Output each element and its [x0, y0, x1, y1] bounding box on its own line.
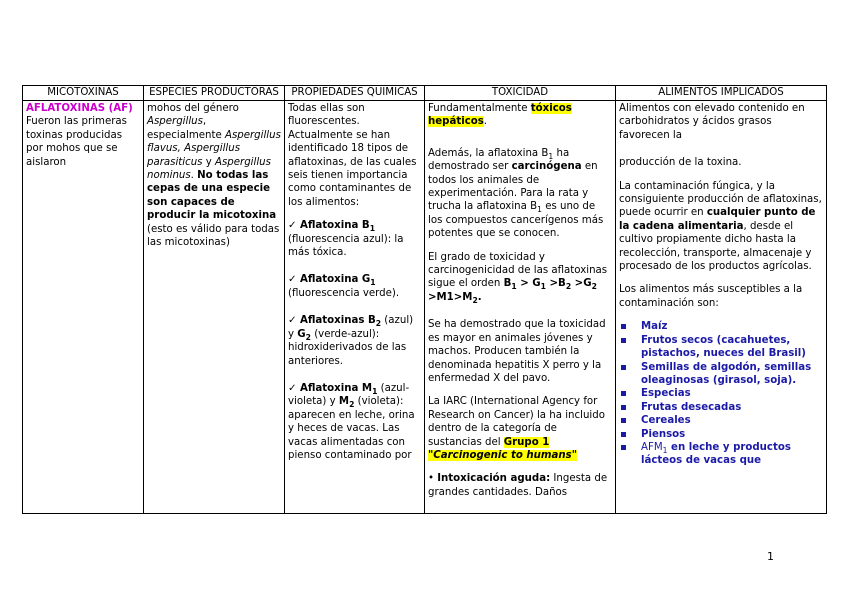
- cell-toxicidad: [425, 101, 616, 514]
- subscript: 1: [662, 445, 668, 455]
- b2g2-description: (verde-azul): hidroxiderivados de las anteriores.: [288, 328, 407, 367]
- toxicidad-p5: [428, 395, 612, 462]
- bullet-icon: [621, 365, 626, 370]
- text: , desde el cultivo propiamente dicho hasta la recolección, transporte, almacenaje y procesado de los productos agrícolas.: [619, 220, 812, 273]
- especies-text: (esto es válido para todas las micotoxinas): [147, 223, 280, 249]
- especies-text: y: [202, 156, 215, 168]
- list-item: [621, 401, 823, 414]
- foods-list: [619, 320, 823, 467]
- header-row: [23, 86, 827, 101]
- food-label: Frutos secos (cacahuetes, pistachos, nueces del Brasil): [641, 334, 806, 360]
- highlight-toxicos: tóxicos hepáticos: [428, 103, 572, 128]
- b2-name: Aflatoxinas B: [300, 315, 376, 327]
- food-label: Especias: [641, 388, 691, 400]
- bullet-icon: [621, 405, 626, 410]
- food-label: Frutas desecadas: [641, 401, 742, 413]
- subscript: 2: [472, 295, 478, 305]
- subscript: 1: [511, 282, 517, 292]
- list-item: [621, 320, 823, 333]
- check-icon: ✓: [288, 315, 297, 327]
- b1-sub: 1: [369, 224, 375, 234]
- b2-sub: 2: [375, 319, 382, 329]
- food-label: AFM: [641, 441, 663, 453]
- toxicidad-p6: [428, 472, 612, 499]
- check-icon: ✓: [288, 274, 297, 286]
- text: en todos los animales de experimentación. Para la rata y trucha la aflatoxina B: [428, 161, 598, 213]
- text: La IARC (International Agency for Research on Cancer) la ha incluido dentro de la categoría de sustancias del: [428, 396, 605, 448]
- aflatoxinas-title: AFLATOXINAS (AF): [26, 103, 133, 114]
- b1-description: (fluorescencia azul): la más tóxica.: [288, 233, 404, 259]
- g1-description: (fluorescencia verde).: [288, 287, 400, 299]
- aflatoxinas-description: Fueron las primeras toxinas producidas por mohos que se aislaron: [26, 116, 127, 168]
- highlight-grupo1: Grupo 1: [503, 436, 550, 448]
- subscript: 1: [548, 151, 554, 161]
- m-description: (violeta): aparecen en leche, orina y heces de vacas. Las vacas alimentadas con pienso contaminado por: [288, 396, 415, 461]
- list-item: [621, 441, 823, 468]
- bold-text: cualquier punto de la cadena alimentaria: [619, 207, 816, 232]
- toxicidad-p4: Se ha demostrado que la toxicidad es mayor en animales jóvenes y machos. Producen también la denominada hepatitis X perro y la enfermedad X del pavo.: [428, 319, 606, 384]
- text: La contaminación fúngica, y la consiguiente producción de aflatoxinas, puede ocurrir en: [619, 180, 822, 219]
- bullet-icon: •: [428, 473, 435, 485]
- subscript: 2: [565, 282, 572, 292]
- list-item: [621, 334, 823, 361]
- text: .: [477, 291, 482, 303]
- food-label: Piensos: [641, 428, 686, 440]
- m1-name: Aflatoxina M: [300, 382, 373, 394]
- mycotoxin-table: [22, 85, 827, 514]
- text: Además, la aflatoxina B: [428, 147, 549, 159]
- toxicidad-p2: [428, 147, 612, 241]
- food-label: en leche y productos lácteos de vacas que: [641, 441, 791, 467]
- g1-sub: 1: [370, 278, 376, 288]
- especies-italic: Aspergillus: [147, 116, 203, 128]
- subscript: 2: [591, 282, 597, 292]
- header-toxicidad: TOXICIDAD: [425, 86, 616, 101]
- g2-name: G: [297, 328, 306, 340]
- alimentos-p4: Los alimentos más susceptibles a la contaminación son:: [619, 284, 803, 309]
- especies-italic: Aspergillus nominus: [147, 156, 271, 182]
- text: Fundamentalmente: [428, 103, 531, 114]
- m1-sub: 1: [372, 386, 378, 396]
- text: >G: [571, 278, 592, 290]
- m-mid: (azul-violeta) y: [288, 382, 410, 408]
- aflatoxina-g1: [288, 273, 421, 286]
- list-item: [621, 361, 823, 388]
- text: ha demostrado ser: [428, 147, 570, 173]
- especies-italic: Aspergillus flavus, Aspergillus parasiticus: [147, 129, 281, 168]
- food-label: Semillas de algodón, semillas oleaginosas (girasol, soja).: [641, 361, 812, 386]
- bullet-icon: [621, 445, 626, 450]
- text: >B: [545, 278, 566, 290]
- header-propiedades: PROPIEDADES QUIMICAS: [285, 86, 425, 101]
- text: es uno de los compuestos cancerígenos más potentes que se conocen.: [428, 201, 604, 240]
- especies-text: .: [190, 170, 198, 182]
- alimentos-p1: Alimentos con elevado contenido en carbohidratos y ácidos grasos favorecen la: [619, 103, 805, 141]
- table-row: [23, 101, 827, 514]
- g2-sub: 2: [305, 332, 311, 342]
- toxicidad-p1: [428, 102, 612, 129]
- list-item: [621, 428, 823, 441]
- bullet-icon: [621, 418, 626, 423]
- aflatoxina-m1-m2: [288, 382, 421, 462]
- alimentos-p2: producción de la toxina.: [619, 157, 742, 169]
- propiedades-intro: Todas ellas son fluorescentes. Actualmente se han identificado 18 tipos de aflatoxinas, de las cuales seis tienen importancia como contaminantes de los alimentos:: [288, 103, 417, 208]
- list-item: [621, 387, 823, 400]
- text: >M1>M: [428, 291, 473, 303]
- header-especies: ESPECIES PRODUCTORAS: [144, 86, 285, 101]
- text: .: [483, 116, 488, 128]
- toxicidad-p3: [428, 251, 612, 305]
- header-alimentos: ALIMENTOS IMPLICADOS: [616, 86, 827, 101]
- cell-alimentos: [616, 101, 827, 514]
- cell-micotoxina: [23, 101, 144, 514]
- m2-name: M: [338, 396, 350, 408]
- page-number: 1: [767, 550, 774, 563]
- check-icon: ✓: [288, 220, 297, 232]
- b1-name: Aflatoxina B: [300, 220, 370, 232]
- especies-text: , especialmente: [147, 116, 225, 141]
- highlight-carcinogenic: "Carcinogenic to humans": [428, 449, 578, 461]
- especies-text: mohos del género: [147, 103, 239, 114]
- especies-bold: No todas las cepas de una especie son capaces de producir la micotoxina: [147, 170, 277, 222]
- alimentos-p3: [619, 180, 823, 274]
- check-icon: ✓: [288, 382, 297, 394]
- aflatoxina-b1: [288, 219, 421, 232]
- food-label: Cereales: [641, 415, 691, 427]
- food-label: Maíz: [641, 321, 668, 333]
- text: El grado de toxicidad y carcinogenicidad de las aflatoxinas sigue el orden: [428, 251, 608, 290]
- cell-propiedades: [285, 101, 425, 514]
- subscript: 1: [537, 205, 542, 215]
- bold-text: Intoxicación aguda:: [437, 473, 551, 485]
- text: Ingesta de grandes cantidades. Daños: [428, 473, 608, 498]
- bullet-icon: [621, 338, 626, 343]
- cell-especies: [144, 101, 285, 514]
- list-item: [621, 414, 823, 427]
- text: B: [503, 278, 512, 290]
- bullet-icon: [621, 391, 626, 396]
- bullet-icon: [621, 432, 626, 437]
- text: > G: [516, 278, 541, 290]
- subscript: 1: [540, 282, 546, 292]
- b2g2-mid: (azul) y: [288, 315, 414, 340]
- aflatoxinas-b2-g2: [288, 314, 421, 368]
- header-micotoxinas: MICOTOXINAS: [23, 86, 144, 101]
- m2-sub: 2: [349, 400, 355, 410]
- bold-text: carcinógena: [511, 161, 582, 173]
- g1-name: Aflatoxina G: [300, 274, 371, 286]
- bullet-icon: [621, 324, 626, 329]
